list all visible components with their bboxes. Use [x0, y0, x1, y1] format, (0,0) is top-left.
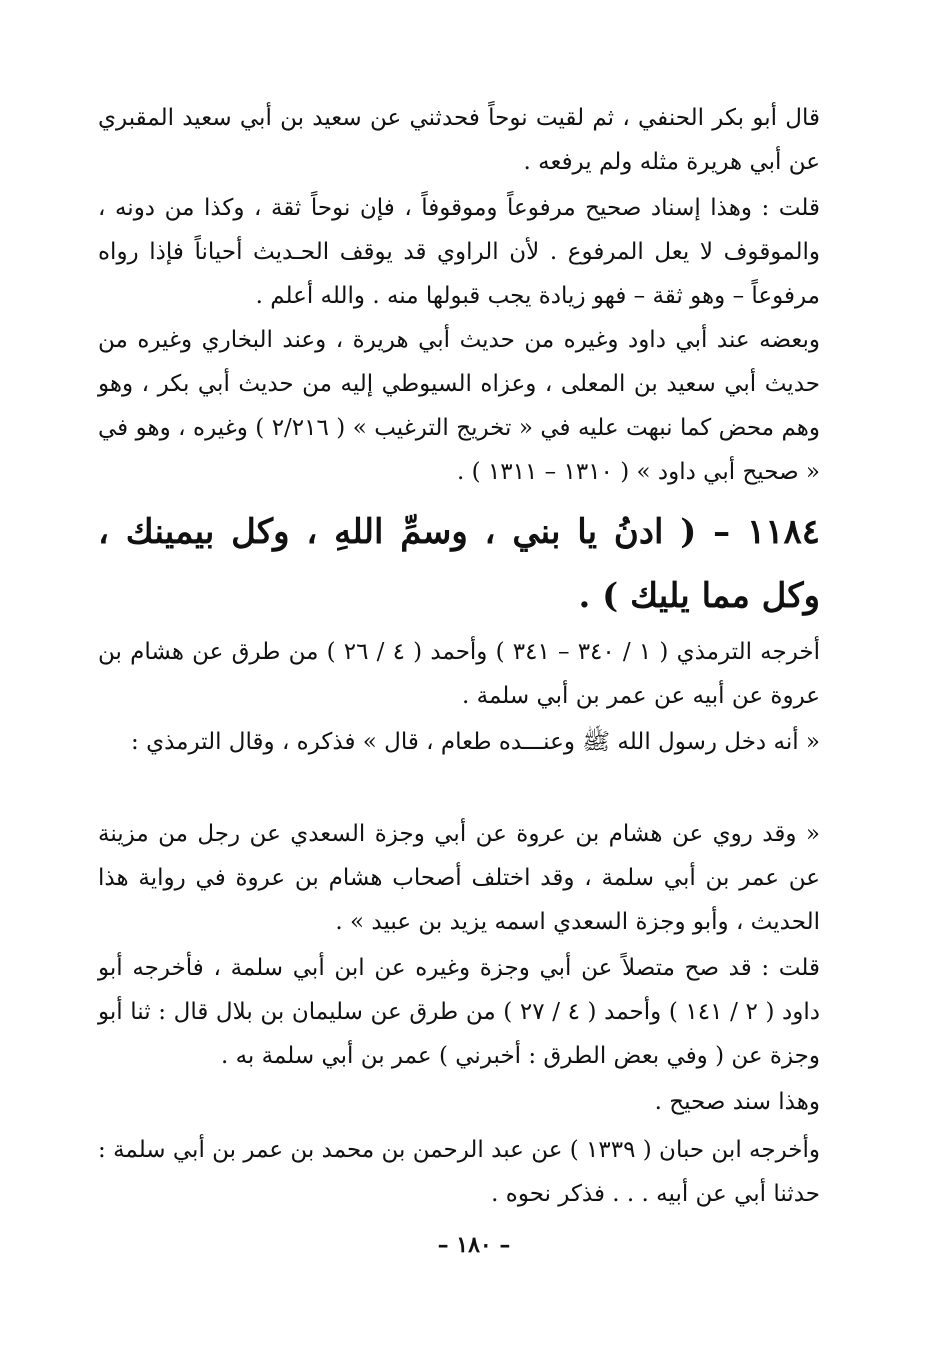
paragraph-8: وهذا سند صحيح .	[654, 1089, 820, 1115]
hadith-text: ١١٨٤ – ( ادنُ يا بني ، وسمِّ اللهِ ، وكل بيمينك ، وكل مما يليك ) .	[98, 512, 820, 616]
paragraph-5: « أنه دخل رسول الله ﷺ وعنـــده طعام ، قال » فذكره ، وقال الترمذي :	[131, 729, 820, 755]
paragraph-3: وبعضه عند أبي داود وغيره من حديث أبي هريرة ، وعند البخاري وغيره من حديث أبي سعيد بن المعلى ، وعزاه السيوطي إليه من حديث أبي بكر ، وهو وهم محض كما نبهت عليه في « تخريج الترغيب » ( ٢/٢١٦ ) وغيره ، وهو في « صحيح أبي داود » ( ١٣١٠ – ١٣١١ ) .	[98, 327, 820, 485]
paragraph-6: « وقد روي عن هشام بن عروة عن أبي وجزة السعدي عن رجل من مزينة عن عمر بن أبي سلمة ، وقد اختلف أصحاب هشام بن عروة في رواية هذا الحديث ، وأبو وجزة السعدي اسمه يزيد بن عبيد » .	[98, 821, 820, 935]
paragraph-1: قال أبو بكر الحنفي ، ثم لقيت نوحاً فحدثني عن سعيد بن أبي سعيد المقبري عن أبي هريرة مثله ولم يرفعه .	[98, 105, 820, 175]
paragraph-7: قلت : قد صح متصلاً عن أبي وجزة وغيره عن ابن أبي سلمة ، فأخرجه أبو داود ( ٢ / ١٤١ ) وأحمد ( ٤ / ٢٧ ) من طرق عن سليمان بن بلال قال : ثنا أبو وجزة عن ( وفي بعض الطرق : أخبرني ) عمر بن أبي سلمة به .	[98, 955, 821, 1069]
paragraph-4: أخرجه الترمذي ( ١ / ٣٤٠ – ٣٤١ ) وأحمد ( ٤ / ٢٦ ) من طرق عن هشام بن عروة عن أبيه عن عمر بن أبي سلمة .	[98, 639, 821, 709]
page-number: – ١٨٠ –	[437, 1232, 511, 1258]
paragraph-9: وأخرجه ابن حبان ( ١٣٣٩ ) عن عبد الرحمن بن محمد بن عمر بن أبي سلمة : حدثنا أبي عن أبيه . . . فذكر نحوه .	[98, 1137, 820, 1207]
paragraph-2: قلت : وهذا إسناد صحيح مرفوعاً وموقوفاً ، فإن نوحاً ثقة ، وكذا من دونه ، والموقوف لا يعل المرفوع . لأن الراوي قد يوقف الحـديث أحياناً فإذا رواه مرفوعاً – وهو ثقة – فهو زيادة يجب قبولها منه . والله أعلم .	[98, 195, 820, 309]
